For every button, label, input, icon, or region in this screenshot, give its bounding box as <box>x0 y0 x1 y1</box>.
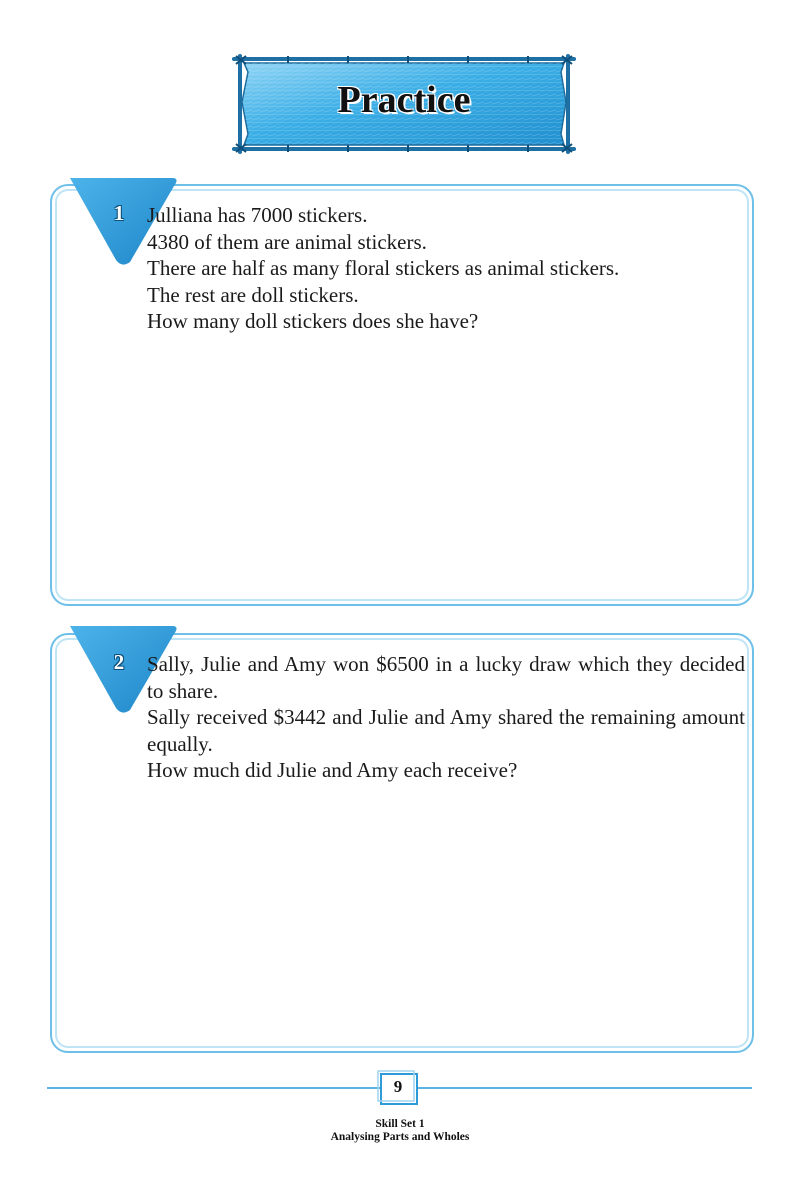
question-1-line: Julliana has 7000 stickers. <box>147 203 368 227</box>
question-1-line: There are half as many floral stickers as animal stickers. <box>147 256 620 280</box>
title-banner <box>228 52 580 156</box>
question-1-line: The rest are doll stickers. <box>147 282 359 307</box>
question-1-line: 4380 of them are animal stickers. <box>147 229 427 254</box>
question-2-line: Sally, Julie and Amy won $6500 in a lucky draw which they decided to share. <box>147 652 745 703</box>
question-2-line: How much did Julie and Amy each receive? <box>147 758 518 782</box>
question-2-text <box>147 651 745 784</box>
question-2-number: 2 <box>113 650 125 674</box>
question-2-line: Sally received $3442 and Julie and Amy shared the remaining amount equally. <box>147 705 745 756</box>
page-title: Practice <box>337 79 471 121</box>
footer-skill-set: Skill Set 1 <box>375 1118 425 1130</box>
question-1-text <box>147 202 745 335</box>
footer-topic: Analysing Parts and Wholes <box>330 1131 470 1143</box>
page-number: 9 <box>393 1077 403 1096</box>
question-1-line: How many doll stickers does she have? <box>147 309 479 333</box>
question-1-number: 1 <box>113 201 125 225</box>
